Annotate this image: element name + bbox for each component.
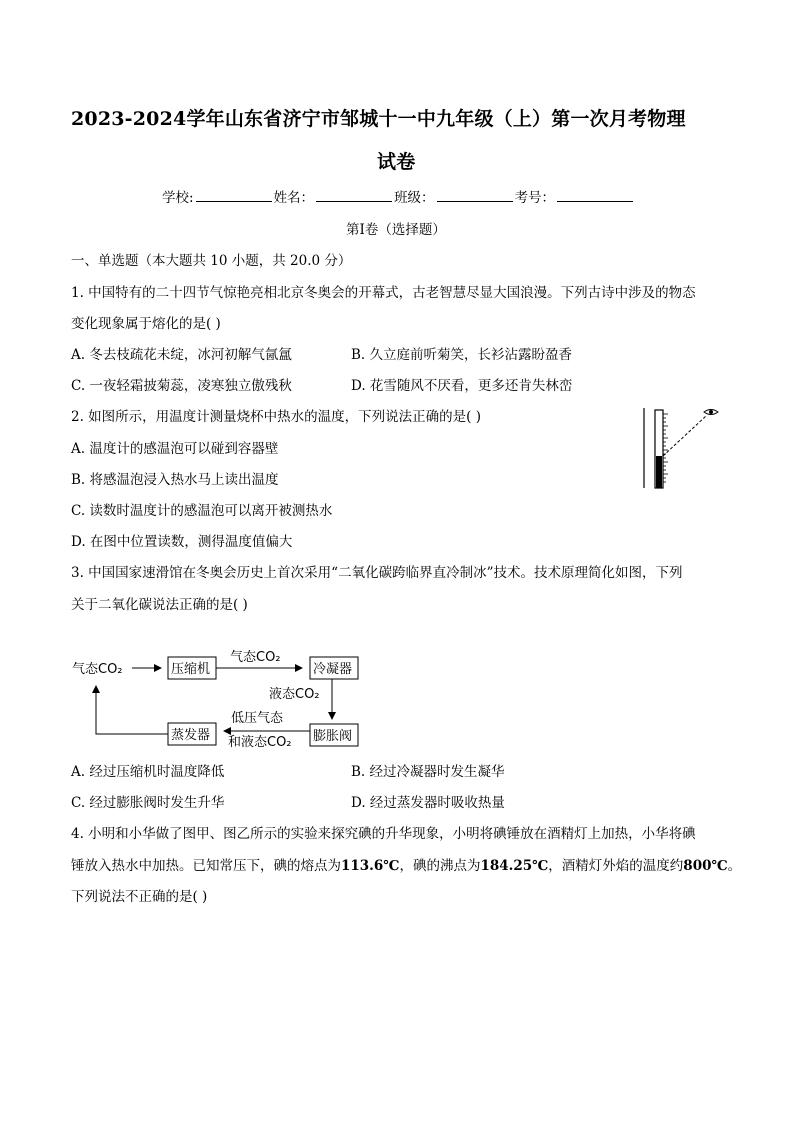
section-heading: 一、单选题（本大题共 10 小题，共 20.0 分） — [71, 253, 352, 269]
q2-option-d[interactable]: D. 在图中位置读数，测得温度值偏大 — [71, 534, 293, 550]
q2-option-b[interactable]: B. 将感温泡浸入热水马上读出温度 — [71, 472, 279, 488]
name-label: 姓名： — [273, 190, 315, 206]
q2-stem: 2. 如图所示，用温度计测量烧杯中热水的温度，下列说法正确的是( ) — [71, 409, 481, 425]
class-field[interactable] — [437, 189, 513, 202]
valve-label: 膨胀阀 — [313, 729, 353, 744]
co2-cycle-diagram — [66, 642, 376, 754]
sight-line — [663, 416, 706, 456]
school-label: 学校: — [162, 190, 194, 206]
q3-option-d[interactable]: D. 经过蒸发器时吸收热量 — [351, 795, 505, 811]
page-title: 2023-2024学年山东省济宁市邹城十一中九年级（上）第一次月考物理 — [71, 108, 686, 130]
thermometer-figure — [638, 404, 728, 494]
liquid-co2-label: 液态CO₂ — [269, 687, 320, 702]
q4-stem-line1: 4. 小明和小华做了图甲、图乙所示的实验来探究碘的升华现象，小明将碘锤放在酒精灯上加热，小华将碘 — [71, 826, 696, 842]
number-label: 考号： — [514, 190, 556, 206]
part-title: 第I卷（选择题） — [346, 222, 446, 238]
lowp-label-1: 低压气态 — [231, 711, 284, 726]
gas-co2-label: 气态CO₂ — [230, 650, 281, 665]
q4-text-a: 锤放入热水中加热。已知常压下，碘的熔点为 — [71, 858, 341, 874]
school-field[interactable] — [196, 189, 272, 202]
q2-option-c[interactable]: C. 读数时温度计的感温泡可以离开被测热水 — [71, 503, 333, 519]
q3-option-b[interactable]: B. 经过冷凝器时发生凝华 — [351, 764, 505, 780]
compressor-label: 压缩机 — [171, 662, 211, 677]
q3-option-c[interactable]: C. 经过膨胀阀时发生升华 — [71, 795, 225, 811]
input-co2-label: 气态CO₂ — [72, 662, 123, 677]
q3-stem-line2: 关于二氧化碳说法正确的是( ) — [71, 597, 248, 613]
q3-option-a[interactable]: A. 经过压缩机时温度降低 — [71, 764, 225, 780]
page-title-line2: 试卷 — [377, 151, 416, 173]
number-field[interactable] — [557, 189, 633, 202]
q4-stem-line3: 下列说法不正确的是( ) — [71, 889, 208, 905]
q3-stem-line1: 3. 中国国家速滑馆在冬奥会历史上首次采用“二氧化碳跨临界直冷制冰”技术。技术原理简化如图，下列 — [71, 565, 683, 581]
q4-text-d: 。 — [727, 858, 742, 874]
q4-stem-line2 — [71, 854, 741, 874]
q1-stem-line1: 1. 中国特有的二十四节气惊艳亮相北京冬奥会的开幕式，古老智慧尽显大国浪漫。下列古诗中涉及的物态 — [71, 285, 696, 301]
q1-stem-line2: 变化现象属于熔化的是( ) — [71, 316, 221, 332]
evaporator-label: 蒸发器 — [171, 728, 211, 743]
melting-point: 113.6℃ — [341, 858, 400, 874]
flame-temperature: 800℃ — [683, 858, 728, 874]
condenser-label: 冷凝器 — [313, 662, 353, 677]
name-field[interactable] — [316, 189, 392, 202]
q4-text-c: ，酒精灯外焰的温度约 — [548, 858, 684, 874]
boiling-point: 184.25℃ — [480, 858, 549, 874]
class-label: 班级： — [394, 190, 435, 206]
lowp-label-2: 和液态CO₂ — [228, 735, 292, 750]
thermometer-liquid — [656, 456, 662, 488]
q2-option-a[interactable]: A. 温度计的感温泡可以碰到容器壁 — [71, 441, 279, 457]
q1-option-b[interactable]: B. 久立庭前听菊笑，长衫沾露盼盈香 — [351, 347, 573, 363]
q4-text-b: ，碘的沸点为 — [399, 858, 481, 874]
thermometer-scale — [663, 414, 668, 482]
q1-option-c[interactable]: C. 一夜轻霜披菊蕊，凌寒独立傲残秋 — [71, 378, 292, 394]
q1-option-d[interactable]: D. 花雪随风不厌看，更多还肯失林峦 — [351, 378, 573, 394]
q1-option-a[interactable]: A. 冬去枝疏花未绽，冰河初解气氤氲 — [71, 347, 292, 363]
info-line — [162, 186, 635, 206]
